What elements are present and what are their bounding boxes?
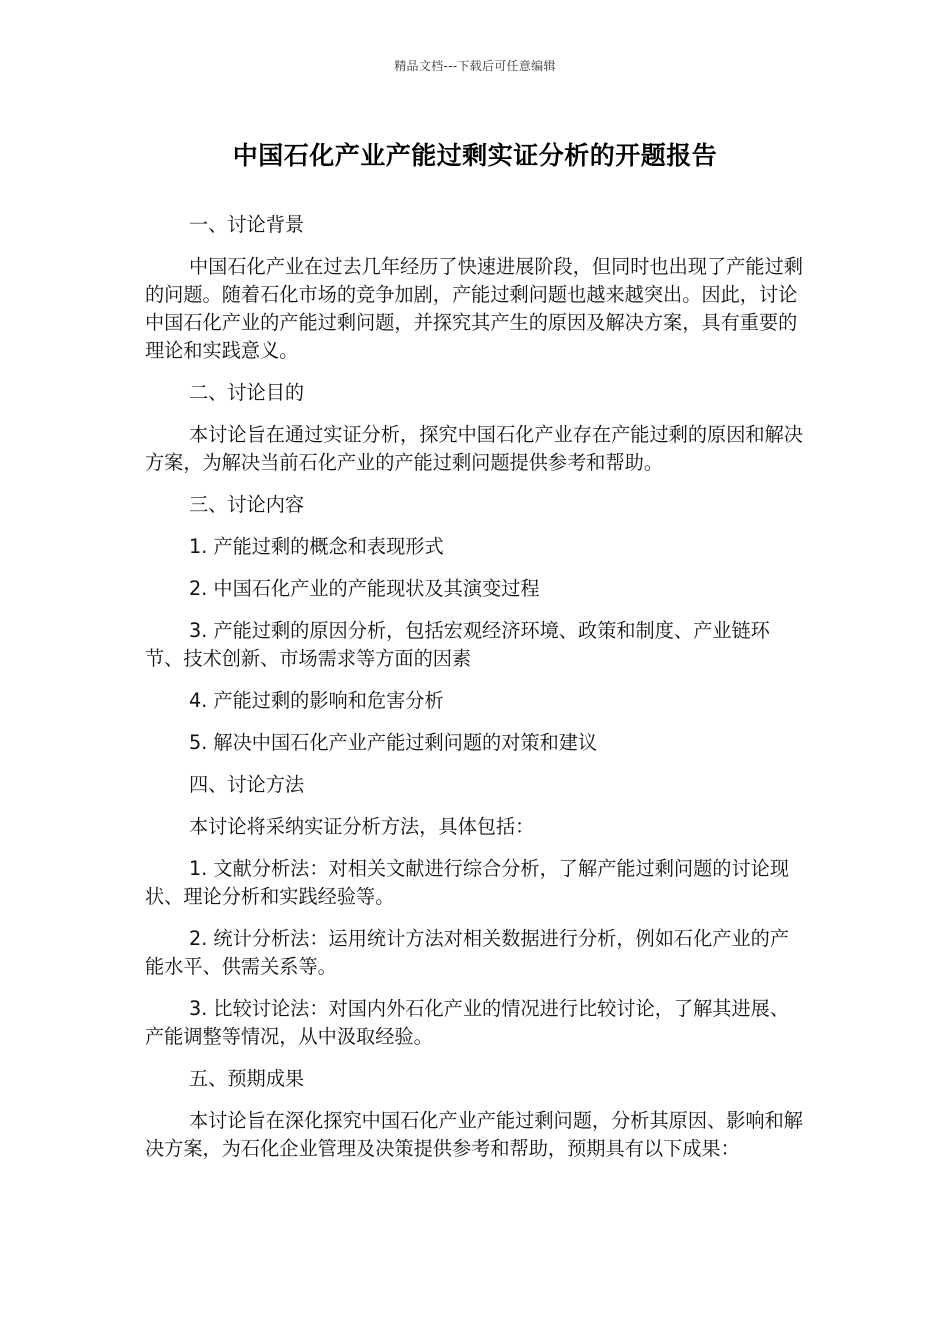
background-paragraph: 中国石化产业在过去几年经历了快速进展阶段，但同时也出现了产能过剩的问题。随着石化市场的竞争加剧，产能过剩问题也越来越突出。因此，讨论中国石化产业的产能过剩问题，并探究其产生的原因及解决方案，具有重要的理论和实践意义。 [145,255,803,362]
purpose-paragraph: 本讨论旨在通过实证分析，探究中国石化产业存在产能过剩的原因和解决方案，为解决当前石化产业的产能过剩问题提供参考和帮助。 [145,423,803,474]
section-heading-content: 三、讨论内容 [189,493,305,516]
document-title: 中国石化产业产能过剩实证分析的开题报告 [232,141,718,170]
method-item-3: 3. 比较讨论法：对国内外石化产业的情况进行比较讨论，了解其进展、产能调整等情况，从中汲取经验。 [145,997,790,1048]
method-intro: 本讨论将采纳实证分析方法，具体包括： [189,815,535,838]
method-item-1: 1. 文献分析法：对相关文献进行综合分析，了解产能过剩问题的讨论现状、理论分析和实践经验等。 [145,857,790,908]
content-item-1: 1. 产能过剩的概念和表现形式 [189,535,444,558]
content-item-4: 4. 产能过剩的影响和危害分析 [189,689,444,712]
section-heading-background: 一、讨论背景 [189,213,305,236]
content-item-3: 3. 产能过剩的原因分析，包括宏观经济环境、政策和制度、产业链环节、技术创新、市场需求等方面的因素 [145,619,770,670]
content-item-2: 2. 中国石化产业的产能现状及其演变过程 [189,577,540,600]
section-heading-purpose: 二、讨论目的 [189,381,305,404]
method-item-2: 2. 统计分析法：运用统计方法对相关数据进行分析，例如石化产业的产能水平、供需关系等。 [145,927,790,978]
section-heading-results: 五、预期成果 [189,1067,305,1090]
results-paragraph: 本讨论旨在深化探究中国石化产业产能过剩问题，分析其原因、影响和解决方案，为石化企业管理及决策提供参考和帮助，预期具有以下成果： [145,1109,803,1160]
page-header: 精品文档---下载后可任意编辑 [394,59,556,73]
content-item-5: 5. 解决中国石化产业产能过剩问题的对策和建议 [189,731,598,754]
document-body [145,211,805,1177]
section-heading-method: 四、讨论方法 [189,773,305,796]
